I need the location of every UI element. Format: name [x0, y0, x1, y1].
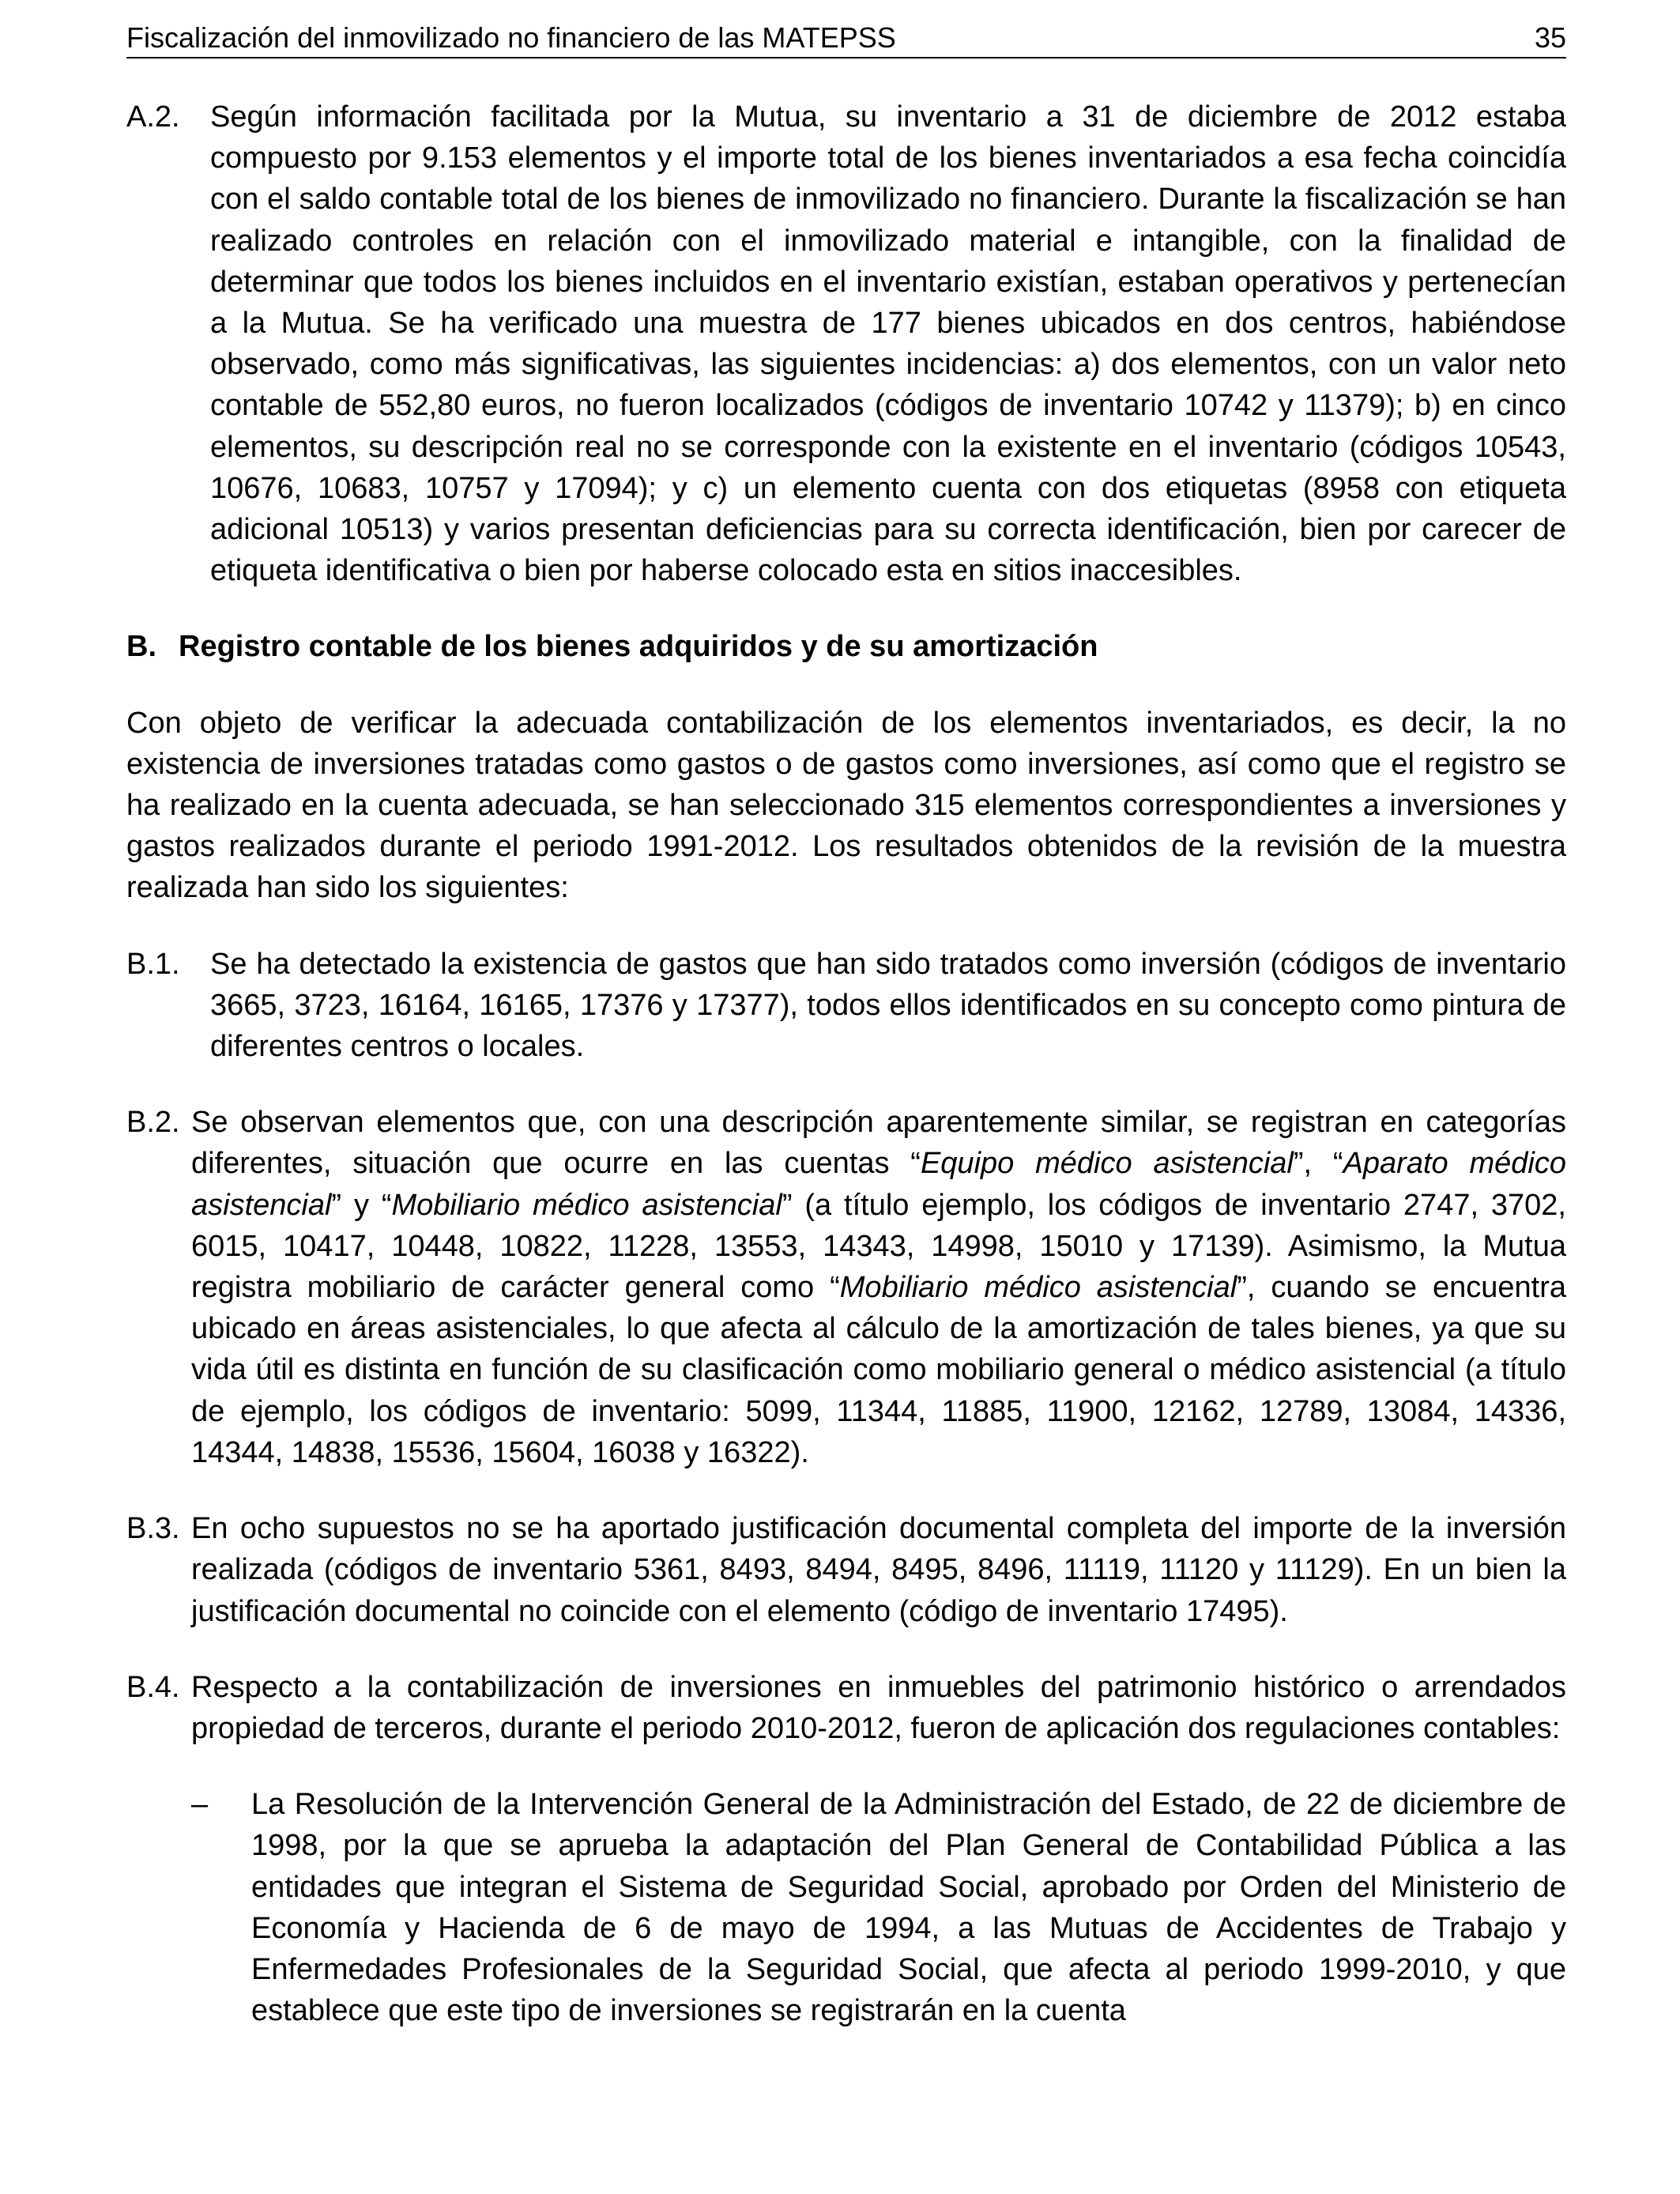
bullet-dash: – [191, 1788, 209, 1822]
page-number: 35 [1534, 21, 1566, 54]
paragraph-b4 [126, 1667, 1566, 1749]
paragraph-label: B.1. [126, 947, 180, 981]
paragraph-b3 [126, 1508, 1566, 1632]
paragraph-label: B.4. [126, 1670, 180, 1704]
italic-term: Aparato médico asistencial [191, 1147, 1566, 1222]
italic-term: Mobiliario médico asistencial [839, 1271, 1237, 1305]
header-title: Fiscalización del inmovilizado no financiero de las MATEPSS [126, 21, 896, 54]
italic-term: Equipo médico asistencial [920, 1147, 1294, 1181]
italic-term: Mobiliario médico asistencial [391, 1188, 782, 1222]
paragraph-text: Se ha detectado la existencia de gastos que han sido tratados como inversión (códigos de inventario 3665, 3723, 16164, 16165, 17376 y 17377), todos ellos identificados en su concepto como pintura de diferentes centros o locales. [210, 947, 1566, 1064]
section-heading-b [126, 626, 1566, 667]
page-header [126, 17, 1566, 58]
paragraph-a2 [126, 96, 1566, 591]
document-body [126, 96, 1566, 2031]
document-page [126, 0, 1566, 2194]
section-title: Registro contable de los bienes adquiridos y de su amortización [179, 630, 1098, 664]
paragraph-label: B.2. [126, 1106, 180, 1140]
paragraph-text: En ocho supuestos no se ha aportado justificación documental completa del importe de la inversión realizada (códigos de inventario 5361, 8493, 8494, 8495, 8496, 11119, 11120 y 11129). En un bien la justificación documental no coincide con el elemento (código de inventario 17495). [191, 1512, 1566, 1628]
section-b-intro: Con objeto de verificar la adecuada contabilización de los elementos inventariados, es decir, la no existencia de inversiones tratadas como gastos o de gastos como inversiones, así como que el registro se ha realizado en la cuenta adecuada, se han seleccionado 315 elementos correspondientes a inversiones y gastos realizados durante el periodo 1991-2012. Los resultados obtenidos de la revisión de la muestra realizada han sido los siguientes: [126, 706, 1566, 905]
paragraph-text: Se observan elementos que, con una descripción aparentemente similar, se registran en categorías diferentes, situación que ocurre en las cuentas “Equipo médico asistencial”, “Aparato médico asistencial” y “Mobiliario médico asistencial” (a título ejemplo, los códigos de inventario 2747, 3702, 6015, 10417, 10448, 10822, 11228, 13553, 14343, 14998, 15010 y 17139). Asimismo, la Mutua registra mobiliario de carácter general como “Mobiliario médico asistencial”, cuando se encuentra ubicado en áreas asistenciales, lo que afecta al cálculo de la amortización de tales bienes, ya que su vida útil es distinta en función de su clasificación como mobiliario general o médico asistencial (a título de ejemplo, los códigos de inventario: 5099, 11344, 11885, 11900, 12162, 12789, 13084, 14336, 14344, 14838, 15536, 15604, 16038 y 16322). [191, 1106, 1567, 1469]
paragraph-label: B.3. [126, 1512, 180, 1546]
paragraph-label: A.2. [126, 100, 180, 134]
bullet-text: La Resolución de la Intervención General de la Administración del Estado, de 22 de diciembre de 1998, por la que se aprueba la adaptación del Plan General de Contabilidad Pública a las entidades que integran el Sistema de Seguridad Social, aprobado por Orden del Ministerio de Economía y Hacienda de 6 de mayo de 1994, a las Mutuas de Accidentes de Trabajo y Enfermedades Profesionales de la Seguridad Social, que afecta al periodo 1999-2010, y que establece que este tipo de inversiones se registrarán en la cuenta [251, 1788, 1566, 2028]
paragraph-b2 [126, 1102, 1566, 1473]
section-letter: B. [126, 630, 156, 664]
paragraph-text: Respecto a la contabilización de inversiones en inmuebles del patrimonio histórico o arrendados propiedad de terceros, durante el periodo 2010-2012, fueron de aplicación dos regulaciones contables: [191, 1670, 1566, 1745]
bullet-item [126, 1784, 1566, 2031]
paragraph-text: Según información facilitada por la Mutua, su inventario a 31 de diciembre de 2012 estaba compuesto por 9.153 elementos y el importe total de los bienes inventariados a esa fecha coincidía con el saldo contable total de los bienes de inmovilizado no financiero. Durante la fiscalización se han realizado controles en relación con el inmovilizado material e intangible, con la finalidad de determinar que todos los bienes incluidos en el inventario existían, estaban operativos y pertenecían a la Mutua. Se ha verificado una muestra de 177 bienes ubicados en dos centros, habiéndose observado, como más significativas, las siguientes incidencias: a) dos elementos, con un valor neto contable de 552,80 euros, no fueron localizados (códigos de inventario 10742 y 11379); b) en cinco elementos, su descripción real no se corresponde con la existente en el inventario (códigos 10543, 10676, 10683, 10757 y 17094); y c) un elemento cuenta con dos etiquetas (8958 con etiqueta adicional 10513) y varios presentan deficiencias para su correcta identificación, bien por carecer de etiqueta identificativa o bien por haberse colocado esta en sitios inaccesibles. [210, 100, 1566, 588]
paragraph-b1 [126, 944, 1566, 1068]
